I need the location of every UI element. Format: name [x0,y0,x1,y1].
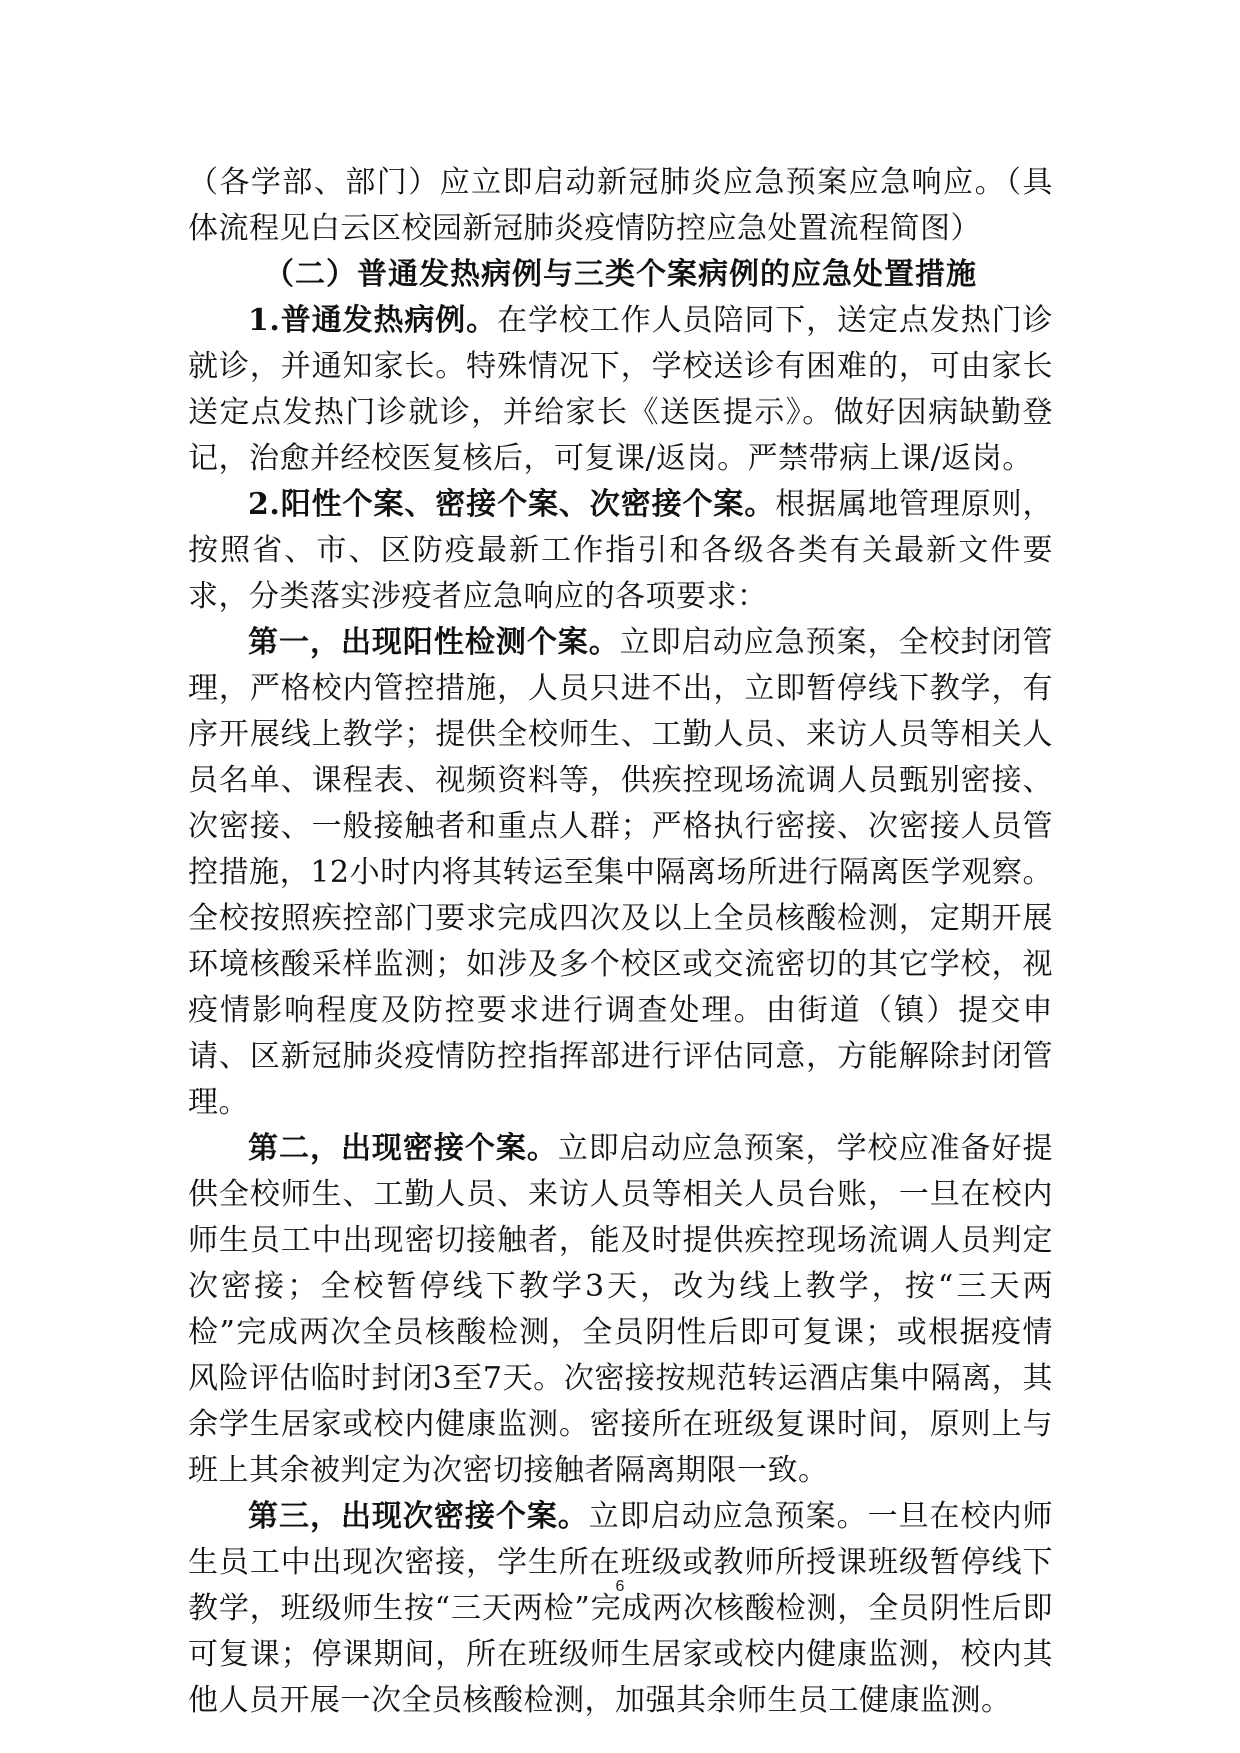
paragraph-lead: 1.普通发热病例。 [248,303,498,338]
paragraph-text: （各学部、部门）应立即启动新冠肺炎应急预案应急响应。（具体流程见白云区校园新冠肺炎疫情防控应急处置流程简图） [188,165,1053,246]
paragraph-lead: 第二，出现密接个案。 [248,1131,558,1166]
document-body [188,160,1053,1724]
paragraph-text: 立即启动应急预案，全校封闭管理，严格校内管控措施，人员只进不出，立即暂停线下教学，有序开展线上教学；提供全校师生、工勤人员、来访人员等相关人员名单、课程表、视频资料等，供疾控现场流调人员甄别密接、次密接、一般接触者和重点人群；严格执行密接、次密接人员管控措施，12小时内将其转运至集中隔离场所进行隔离医学观察。全校按照疾控部门要求完成四次及以上全员核酸检测，定期开展环境核酸采样监测；如涉及多个校区或交流密切的其它学校，视疫情影响程度及防控要求进行调查处理。由街道（镇）提交申请、区新冠肺炎疫情防控指挥部进行评估同意，方能解除封闭管理。 [188,625,1054,1120]
paragraph-text: 立即启动应急预案。一旦在校内师生员工中出现次密接，学生所在班级或教师所授课班级暂停线下教学，班级师生按“三天两检”完成两次核酸检测，全员阴性后即可复课；停课期间，所在班级师生居家或校内健康监测，校内其他人员开展一次全员核酸检测，加强其余师生员工健康监测。 [188,1499,1054,1718]
section-heading [188,252,1053,298]
section-heading-text: （二）普通发热病例与三类个案病例的应急处置措施 [264,257,977,292]
paragraph-lead: 2.阳性个案、密接个案、次密接个案。 [248,487,776,522]
paragraph-positive-case [188,620,1053,1126]
paragraph-close-contact [188,1126,1053,1494]
paragraph-case-types [188,482,1053,620]
paragraph-text: 立即启动应急预案，学校应准备好提供全校师生、工勤人员、来访人员等相关人员台账，一旦在校内师生员工中出现密切接触者，能及时提供疾控现场流调人员判定次密接；全校暂停线下教学3天，改为线上教学，按“三天两检”完成两次全员核酸检测，全员阴性后即可复课；或根据疫情风险评估临时封闭3至7天。次密接按规范转运酒店集中隔离，其余学生居家或校内健康监测。密接所在班级复课时间，原则上与班上其余被判定为次密切接触者隔离期限一致。 [188,1131,1054,1488]
paragraph-text: 在学校工作人员陪同下，送定点发热门诊就诊，并通知家长。特殊情况下，学校送诊有困难的，可由家长送定点发热门诊就诊，并给家长《送医提示》。做好因病缺勤登记，治愈并经校医复核后，可复课/返岗。严禁带病上课/返岗。 [188,303,1053,476]
paragraph-secondary-contact [188,1494,1053,1724]
paragraph-fever-cases [188,298,1053,482]
paragraph-lead: 第一，出现阳性检测个案。 [248,625,620,660]
paragraph-lead: 第三，出现次密接个案。 [248,1499,589,1534]
page-number: 6 [615,1578,625,1595]
paragraph-text: 根据属地管理原则，按照省、市、区防疫最新工作指引和各级各类有关最新文件要求，分类落实涉疫者应急响应的各项要求： [188,487,1054,614]
paragraph-continued [188,160,1053,252]
